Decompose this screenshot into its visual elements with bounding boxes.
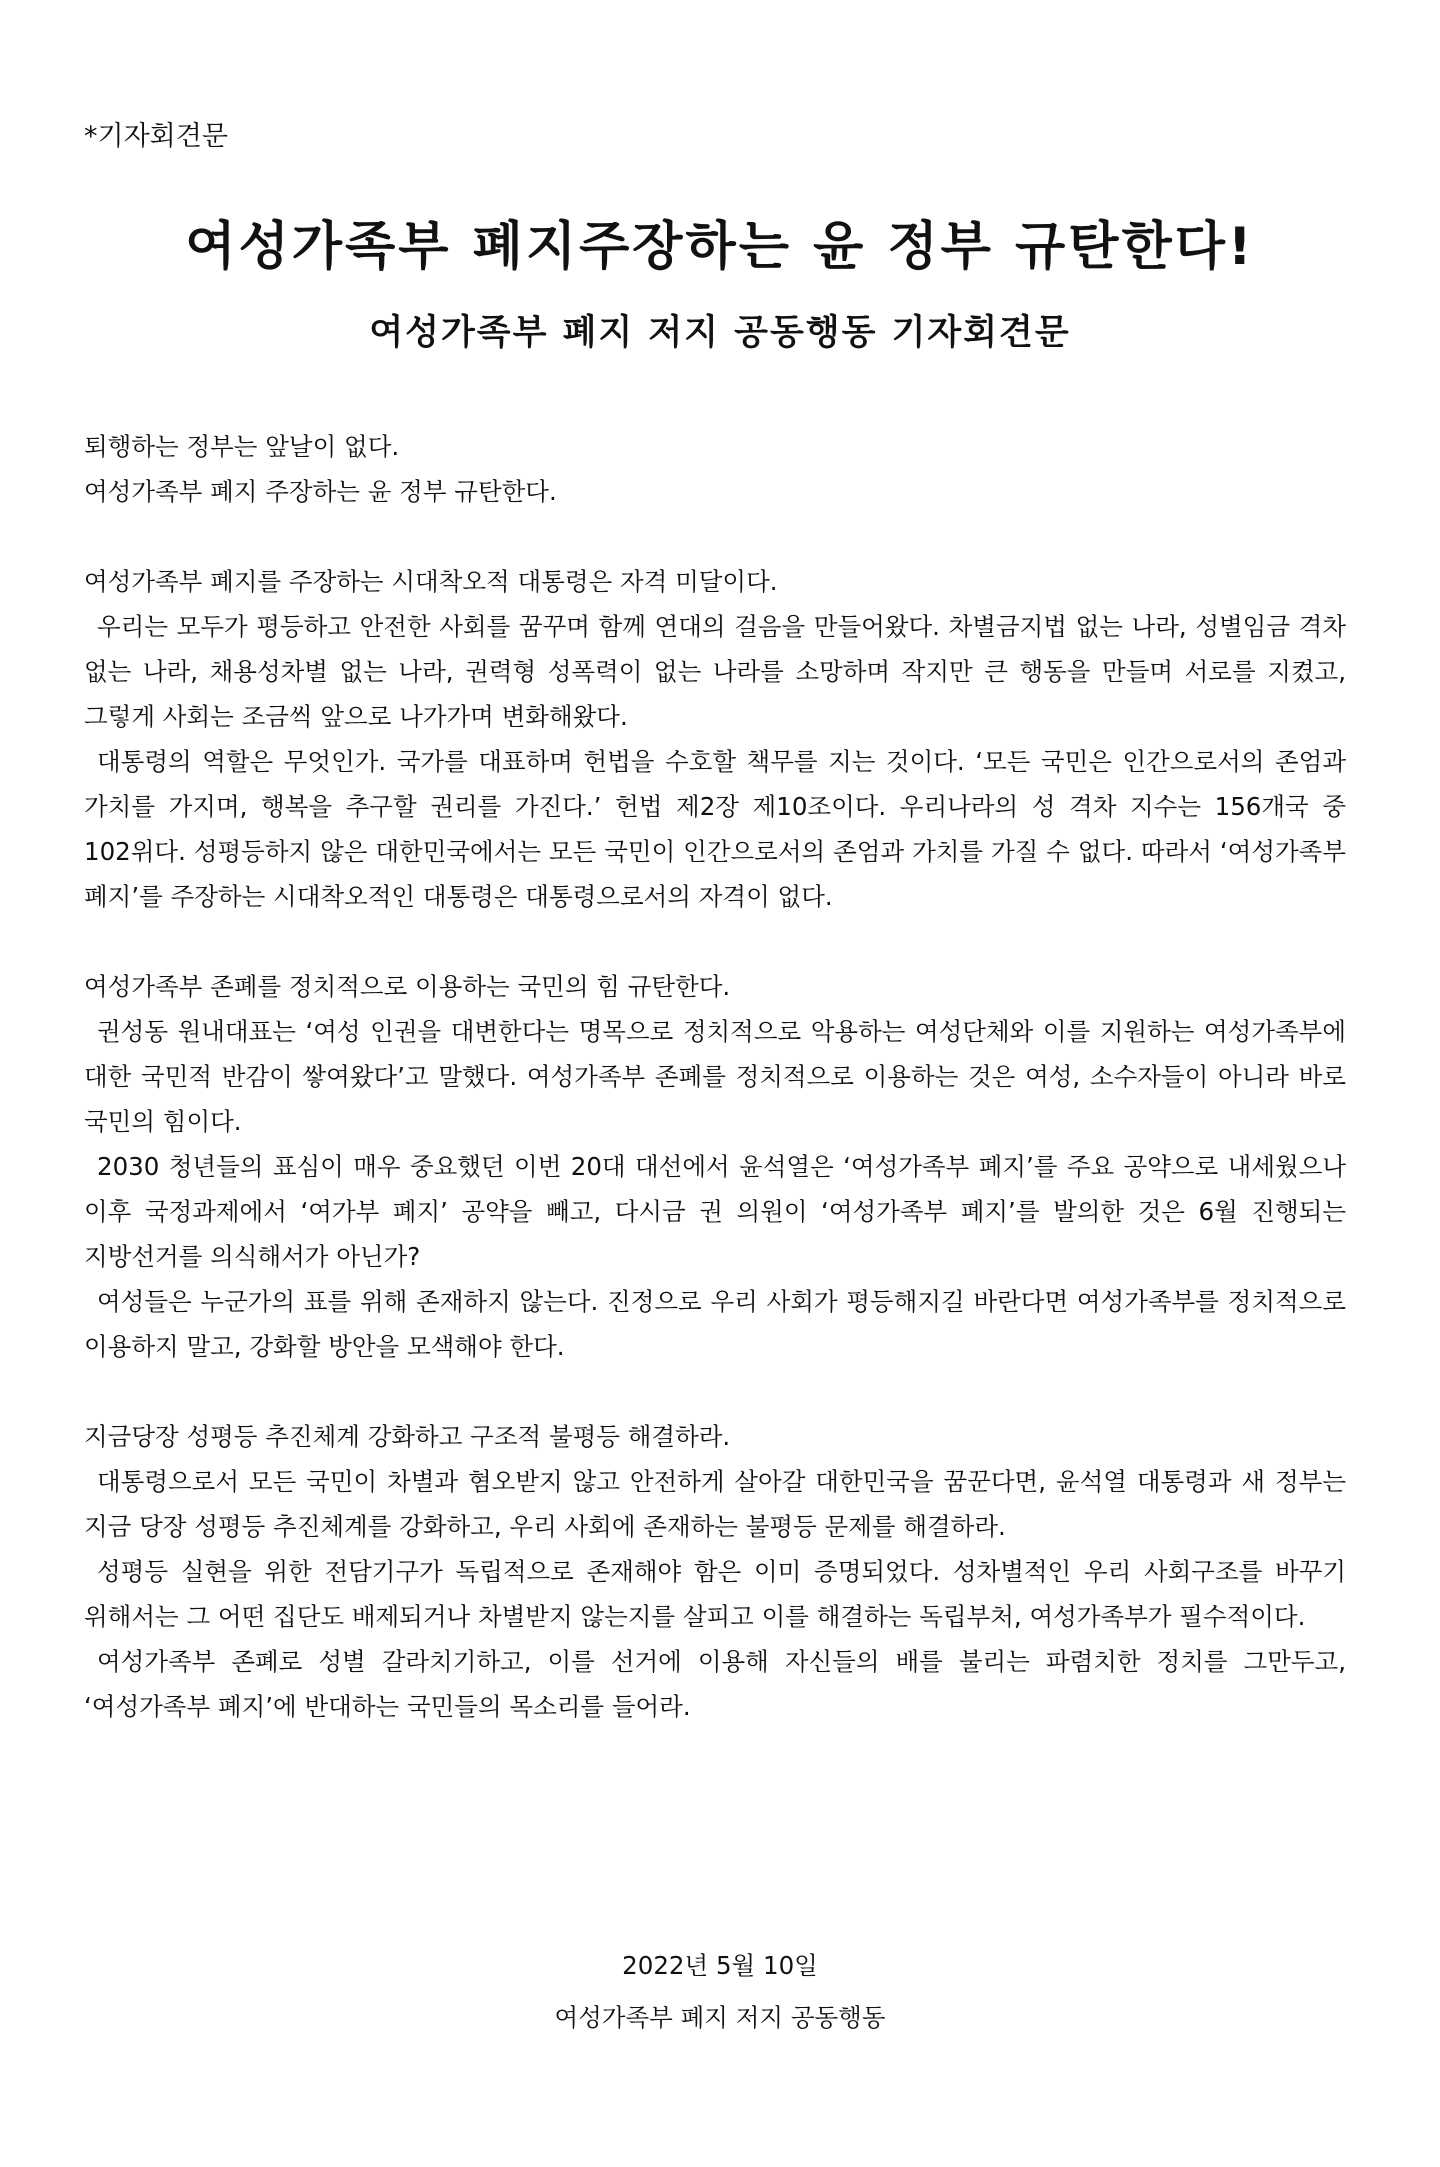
section-1-heading: 여성가족부 폐지를 주장하는 시대착오적 대통령은 자격 미달이다. [84,567,778,596]
section-2-paragraph-3: 여성들은 누군가의 표를 위해 존재하지 않는다. 진정으로 우리 사회가 평등해지길 바란다면 여성가족부를 정치적으로 이용하지 말고, 강화할 방안을 모색해야 한다. [84,1287,1346,1361]
section-2-paragraph-2: 2030 청년들의 표심이 매우 중요했던 이번 20대 대선에서 윤석열은 ‘여성가족부 폐지’를 주요 공약으로 내세웠으나 이후 국정과제에서 ‘여가부 폐지’ 공약을 빼고, 다시금 권 의원이 ‘여성가족부 폐지’를 발의한 것은 6월 진행되는 지방선거를 의식해서가 아닌가? [84,1152,1346,1271]
intro-line-1: 퇴행하는 정부는 앞날이 없다. [84,432,400,461]
document-type-label: *기자회견문 [84,121,228,152]
paragraph-spacer [84,514,1346,559]
section-3-paragraph-2: 성평등 실현을 위한 전담기구가 독립적으로 존재해야 함은 이미 증명되었다. 성차별적인 우리 사회구조를 바꾸기 위해서는 그 어떤 집단도 배제되거나 차별받지 않는지를 살피고 이를 해결하는 독립부처, 여성가족부가 필수적이다. [84,1557,1346,1631]
section-3-paragraph-1: 대통령으로서 모든 국민이 차별과 혐오받지 않고 안전하게 살아갈 대한민국을 꿈꾼다면, 윤석열 대통령과 새 정부는 지금 당장 성평등 추진체계를 강화하고, 우리 사회에 존재하는 불평등 문제를 해결하라. [84,1467,1346,1541]
issuing-organization: 여성가족부 폐지 저지 공동행동 [554,2003,886,2032]
signature-block [0,1940,1440,2044]
section-1-paragraph-2: 대통령의 역할은 무엇인가. 국가를 대표하며 헌법을 수호할 책무를 지는 것이다. ‘모든 국민은 인간으로서의 존엄과 가치를 가지며, 행복을 추구할 권리를 가진다.’ 헌법 제2장 제10조이다. 우리나라의 성 격차 지수는 156개국 중 102위다. 성평등하지 않은 대한민국에서는 모든 국민이 인간으로서의 존엄과 가치를 가질 수 없다. 따라서 ‘여성가족부 폐지’를 주장하는 시대착오적인 대통령은 대통령으로서의 자격이 없다. [84,747,1346,911]
section-3-heading: 지금당장 성평등 추진체계 강화하고 구조적 불평등 해결하라. [84,1422,731,1451]
release-date: 2022년 5월 10일 [622,1951,818,1980]
document-body [84,424,1346,1729]
intro-line-2: 여성가족부 폐지 주장하는 윤 정부 규탄한다. [84,477,557,506]
section-2-heading: 여성가족부 존폐를 정치적으로 이용하는 국민의 힘 규탄한다. [84,972,731,1001]
page-title: 여성가족부 폐지주장하는 윤 정부 규탄한다! [185,217,1255,277]
section-2-paragraph-1: 권성동 원내대표는 ‘여성 인권을 대변한다는 명목으로 정치적으로 악용하는 여성단체와 이를 지원하는 여성가족부에 대한 국민적 반감이 쌓여왔다’고 말했다. 여성가족부 존폐를 정치적으로 이용하는 것은 여성, 소수자들이 아니라 바로 국민의 힘이다. [84,1017,1346,1136]
section-3-paragraph-3: 여성가족부 존폐로 성별 갈라치기하고, 이를 선거에 이용해 자신들의 배를 불리는 파렴치한 정치를 그만두고, ‘여성가족부 폐지’에 반대하는 국민들의 목소리를 들어라. [84,1647,1346,1721]
section-1-paragraph-1: 우리는 모두가 평등하고 안전한 사회를 꿈꾸며 함께 연대의 걸음을 만들어왔다. 차별금지법 없는 나라, 성별임금 격차 없는 나라, 채용성차별 없는 나라, 권력형 성폭력이 없는 나라를 소망하며 작지만 큰 행동을 만들며 서로를 지켰고, 그렇게 사회는 조금씩 앞으로 나가가며 변화해왔다. [84,612,1346,731]
paragraph-spacer [84,919,1346,964]
page-subtitle: 여성가족부 폐지 저지 공동행동 기자회견문 [369,313,1071,353]
paragraph-spacer [84,1369,1346,1414]
